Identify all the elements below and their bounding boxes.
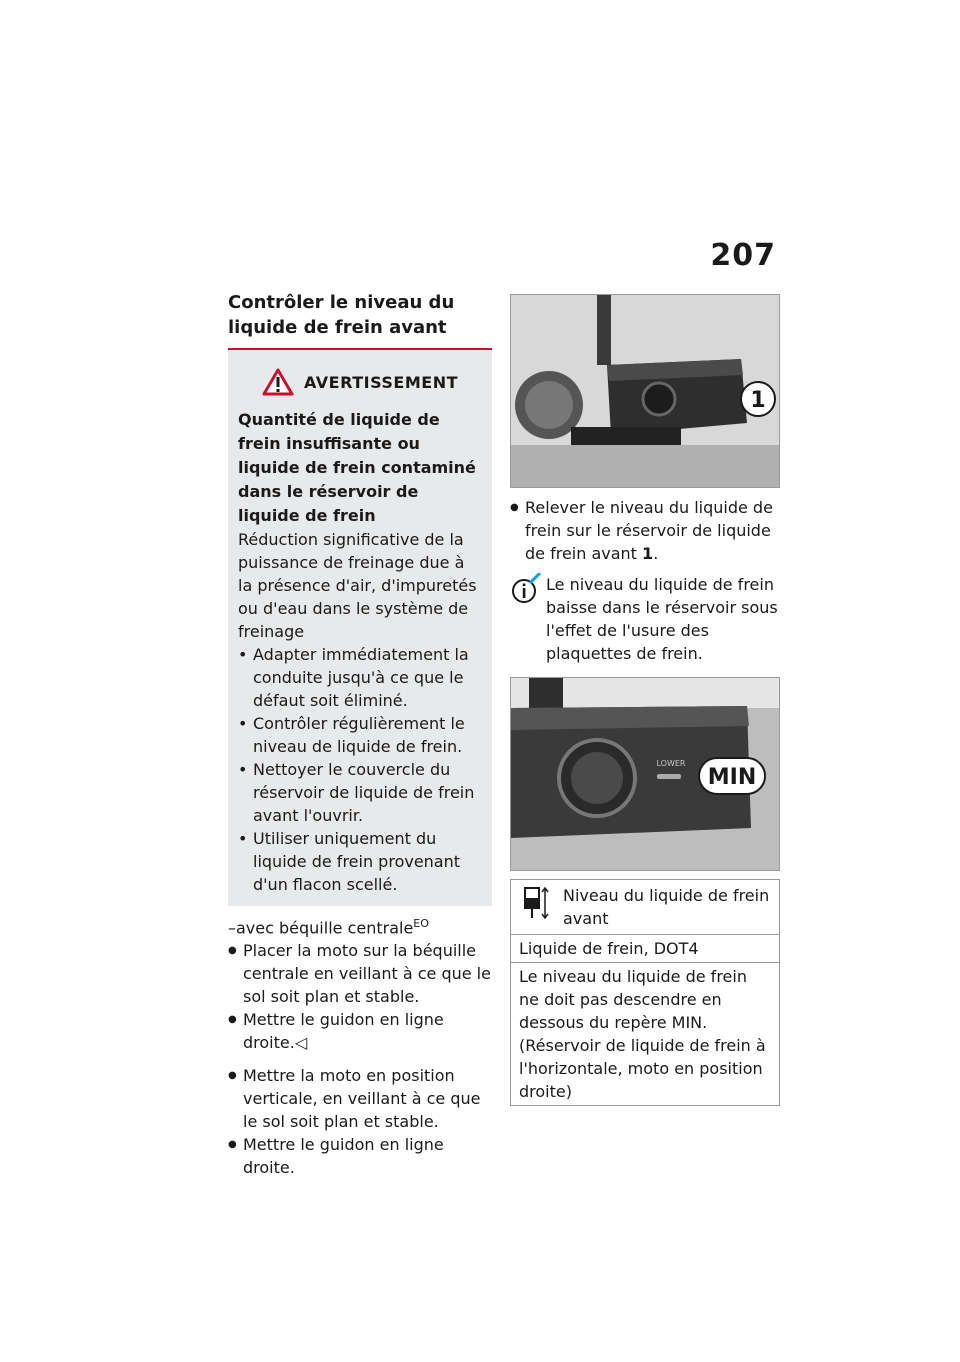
min-mark-photo <box>510 677 780 871</box>
warning-consequence: Réduction significative de la puissance de freinage due à la présence d'air, d'impuretés ou d'eau dans le système de freinage <box>238 530 477 641</box>
condition-line <box>228 912 492 939</box>
list-item: ● Mettre la moto en position verticale, en veillant à ce que le sol soit plan et stable. <box>228 1064 492 1133</box>
spec-title: Niveau du liquide de frein avant <box>563 886 770 928</box>
list-item: ● Mettre le guidon en ligne droite. <box>228 1133 492 1179</box>
warning-triangle-icon <box>262 368 294 396</box>
min-label: MIN <box>707 765 757 790</box>
note-text: Le niveau du liquide de frein baisse dans le réservoir sous l'effet de l'usure des plaquettes de frein. <box>546 575 778 663</box>
list-item: • Contrôler régulièrement le niveau de liquide de frein. <box>238 712 482 758</box>
step-reference: 1 <box>642 544 654 563</box>
spec-table <box>510 879 780 1106</box>
right-column <box>510 294 780 1106</box>
warning-label: AVERTISSEMENT <box>304 372 458 392</box>
spec-header <box>511 880 779 934</box>
list-item: • Adapter immédiatement la conduite jusqu'à ce que le défaut soit éliminé. <box>238 643 482 712</box>
brake-reservoir-photo <box>510 294 780 488</box>
callout-label: 1 <box>750 388 766 413</box>
list-item: • Utiliser uniquement du liquide de frein provenant d'un flacon scellé. <box>238 827 482 896</box>
steps-center-stand <box>228 939 492 1054</box>
lower-marking: LOWER <box>656 759 686 768</box>
info-note <box>510 573 780 665</box>
warning-cause: Quantité de liquide de frein insuffisante ou liquide de frein contaminé dans le réservoir de liquide de frein <box>238 410 476 525</box>
warning-header <box>238 368 482 396</box>
condition-superscript: EO <box>413 917 429 930</box>
info-pencil-icon <box>510 573 542 605</box>
section-heading: Contrôler le niveau du liquide de frein avant <box>228 290 492 350</box>
spec-value: Liquide de frein, DOT4 <box>511 934 779 962</box>
list-item: ● Relever le niveau du liquide de frein sur le réservoir de liquide de frein avant 1. <box>510 496 780 565</box>
right-steps <box>510 496 780 565</box>
left-column <box>228 290 492 1179</box>
condition-text: –avec béquille centrale <box>228 918 414 938</box>
page-number: 207 <box>710 238 776 273</box>
step-text: Relever le niveau du liquide de frein sur le réservoir de liquide de frein avant <box>525 498 773 563</box>
fluid-level-icon <box>519 884 549 920</box>
warning-box <box>228 350 492 906</box>
warning-measures <box>238 643 482 896</box>
spec-description: Le niveau du liquide de frein ne doit pas descendre en dessous du repère MIN. (Réservoir de liquide de frein à l'horizontale, moto en position droite) <box>511 962 779 1105</box>
list-item: ● Mettre le guidon en ligne droite.◁ <box>228 1008 492 1054</box>
list-item: ● Placer la moto sur la béquille centrale en veillant à ce que le sol soit plan et stable. <box>228 939 492 1008</box>
steps-upright <box>228 1064 492 1179</box>
list-item: • Nettoyer le couvercle du réservoir de liquide de frein avant l'ouvrir. <box>238 758 482 827</box>
